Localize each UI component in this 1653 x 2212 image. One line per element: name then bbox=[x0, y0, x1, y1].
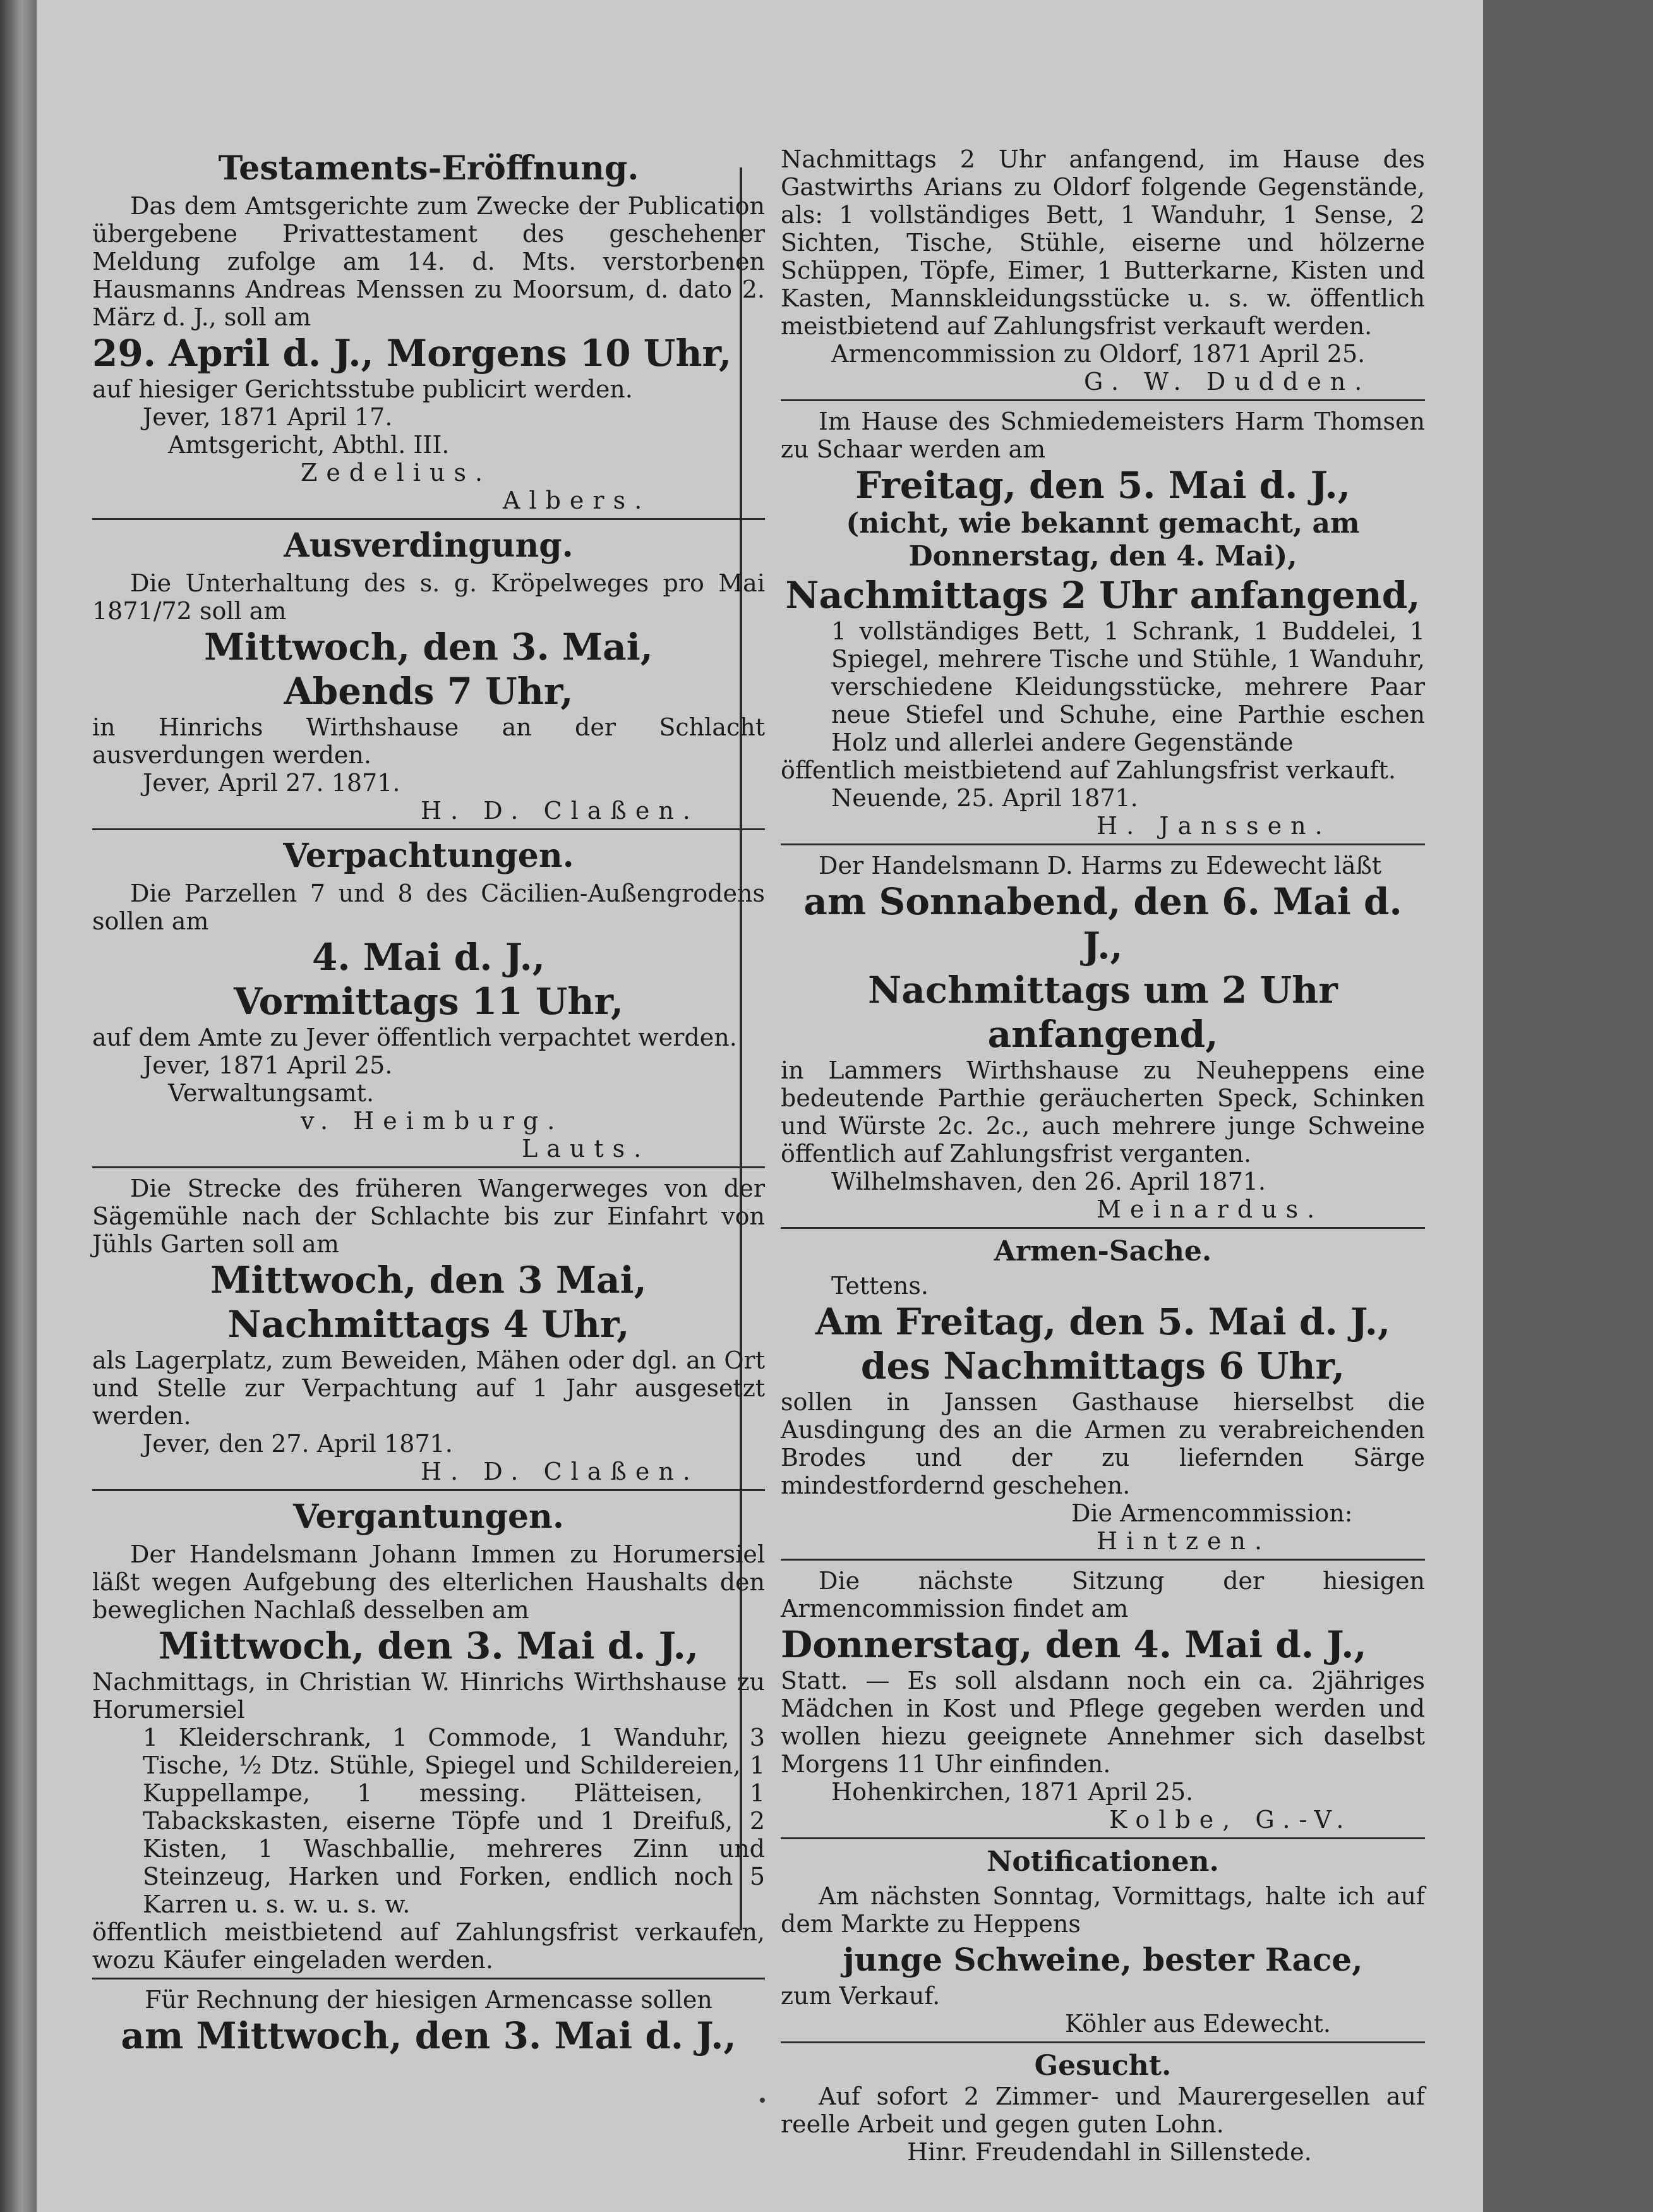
right-column bbox=[781, 145, 1425, 2168]
verpachtungen-date1: 4. Mai d. J., bbox=[311, 936, 545, 979]
vergantungen-body3: öffentlich meistbietend auf Zahlungsfrist verkaufen, wozu Käufer eingeladen werden. bbox=[92, 1918, 765, 1974]
verpachtungen-sign1: v. Heimburg. bbox=[301, 1107, 564, 1135]
testament-date: 29. April d. J., Morgens 10 Uhr, bbox=[92, 332, 732, 375]
armensache-sign: Hintzen. bbox=[1097, 1527, 1271, 1555]
testament-sign1: Zedelius. bbox=[301, 459, 492, 487]
ad-wangerweg bbox=[92, 1175, 765, 1485]
verpachtungen-body2: auf dem Amte zu Jever öffentlich verpachtet werden. bbox=[92, 1024, 737, 1051]
divider bbox=[781, 1559, 1425, 1561]
divider bbox=[781, 2041, 1425, 2043]
verpachtungen-body: Die Parzellen 7 und 8 des Cäcilien-Außengrodens sollen am bbox=[92, 879, 765, 935]
thomsen-place: Neuende, 25. April 1871. bbox=[831, 784, 1138, 812]
ad-notificationen bbox=[781, 1846, 1425, 2038]
armencasse-date: am Mittwoch, den 3. Mai d. J., bbox=[121, 2014, 736, 2057]
sitzung-place: Hohenkirchen, 1871 April 25. bbox=[831, 1778, 1194, 1806]
harms-body: Der Handelsmann D. Harms zu Edewecht läßt bbox=[819, 852, 1382, 879]
ausverdingung-date1: Mittwoch, den 3. Mai, bbox=[204, 626, 653, 668]
divider bbox=[92, 828, 765, 830]
ausverdingung-place: Jever, April 27. 1871. bbox=[143, 769, 400, 797]
divider bbox=[92, 1489, 765, 1491]
sitzung-body: Die nächste Sitzung der hiesigen Armencommission findet am bbox=[781, 1567, 1425, 1623]
ad-gesucht bbox=[781, 2050, 1425, 2166]
testament-office: Amtsgericht, Abthl. III. bbox=[168, 431, 450, 459]
vergantungen-body: Der Handelsmann Johann Immen zu Horumersiel läßt wegen Aufgebung des elterlichen Haushalts den beweglichen Nachlaß desselben am bbox=[92, 1540, 765, 1624]
ad-vergantungen bbox=[92, 1497, 765, 1974]
sitzung-date: Donnerstag, den 4. Mai d. J., bbox=[781, 1623, 1367, 1666]
thomsen-body2: öffentlich meistbietend auf Zahlungsfrist verkauft. bbox=[781, 756, 1396, 784]
divider bbox=[781, 1837, 1425, 1839]
verpachtungen-office: Verwaltungsamt. bbox=[168, 1079, 375, 1107]
ausverdingung-date2: Abends 7 Uhr, bbox=[284, 670, 574, 713]
gesucht-sign: Hinr. Freudendahl in Sillenstede. bbox=[907, 2138, 1312, 2166]
wangerweg-place: Jever, den 27. April 1871. bbox=[143, 1430, 453, 1458]
ad-harms bbox=[781, 852, 1425, 1223]
heading-testament: Testaments-Eröffnung. bbox=[218, 149, 639, 188]
harms-sign: Meinardus. bbox=[1097, 1195, 1324, 1223]
oldorf-office: Armencommission zu Oldorf, 1871 April 25. bbox=[831, 340, 1366, 368]
thomsen-body: Im Hause des Schmiedemeisters Harm Thomsen zu Schaar werden am bbox=[781, 408, 1425, 463]
newspaper-page bbox=[37, 0, 1483, 2212]
ad-oldorf bbox=[781, 145, 1425, 396]
thomsen-date3: Nachmittags 2 Uhr anfangend, bbox=[785, 574, 1421, 617]
vergantungen-body2: Nachmittags, in Christian W. Hinrichs Wirthshause zu Horumersiel bbox=[92, 1668, 765, 1724]
divider bbox=[92, 1978, 765, 1979]
thomsen-sign: H. Janssen. bbox=[1097, 812, 1331, 840]
armensache-body: sollen in Janssen Gasthause hierselbst die Ausdingung des an die Armen zu verabreichenden Brodes und der zu liefernden Särge mindestfordernd geschehen. bbox=[781, 1388, 1425, 1499]
harms-date1: am Sonnabend, den 6. Mai d. J., bbox=[803, 880, 1402, 967]
testament-body: Das dem Amtsgerichte zum Zwecke der Publication übergebene Privattestament des geschehener Meldung zufolge am 14. d. Mts. verstorbenen Hausmanns Andreas Menssen zu Moorsum, d. dato 2. März d. J., soll am bbox=[92, 192, 765, 331]
verpachtungen-place: Jever, 1871 April 25. bbox=[143, 1051, 393, 1079]
vergantungen-date: Mittwoch, den 3. Mai d. J., bbox=[158, 1624, 699, 1667]
armensache-date1: Am Freitag, den 5. Mai d. J., bbox=[815, 1300, 1391, 1343]
divider bbox=[781, 399, 1425, 401]
harms-place: Wilhelmshaven, den 26. April 1871. bbox=[831, 1168, 1266, 1195]
ink-dot bbox=[760, 2098, 765, 2103]
wangerweg-date2: Nachmittags 4 Uhr, bbox=[227, 1303, 630, 1346]
armensache-place: Tettens. bbox=[831, 1272, 929, 1300]
ad-verpachtungen bbox=[92, 837, 765, 1163]
divider bbox=[781, 1227, 1425, 1229]
gesucht-body: Auf sofort 2 Zimmer- und Maurergesellen auf reelle Arbeit und gegen guten Lohn. bbox=[781, 2082, 1425, 2138]
divider bbox=[781, 843, 1425, 845]
ad-armensache bbox=[781, 1235, 1425, 1555]
heading-armensache: Armen-Sache. bbox=[994, 1235, 1212, 1267]
heading-notificationen: Notificationen. bbox=[987, 1846, 1219, 1878]
testament-body2: auf hiesiger Gerichtsstube publicirt werden. bbox=[92, 375, 633, 403]
ausverdingung-body2: in Hinrichs Wirthshause an der Schlacht ausverdungen werden. bbox=[92, 713, 765, 769]
ad-thomsen bbox=[781, 408, 1425, 840]
divider bbox=[92, 1166, 765, 1168]
verpachtungen-sign2: Lauts. bbox=[522, 1135, 651, 1163]
vergantungen-items: 1 Kleiderschrank, 1 Commode, 1 Wanduhr, 3 Tische, ½ Dtz. Stühle, Spiegel und Schildereien, 1 Kuppellampe, 1 messing. Plätteisen, 1 Tabackskasten, eiserne Töpfe und 1 Dreifuß, 2 Kisten, 1 Waschballie, mehreres Zinn und Steinzeug, Harken und Forken, endlich noch 5 Karren u. s. w. u. s. w. bbox=[143, 1724, 765, 1918]
armensache-date2: des Nachmittags 6 Uhr, bbox=[860, 1345, 1345, 1387]
sitzung-body2: Statt. — Es soll alsdann noch ein ca. 2jähriges Mädchen in Kost und Pflege gegeben werden und wollen hiezu geeignete Annehmer sich daselbst Morgens 11 Uhr einfinden. bbox=[781, 1667, 1425, 1778]
notificationen-body2: zum Verkauf. bbox=[781, 1982, 941, 2010]
heading-vergantungen: Vergantungen. bbox=[293, 1497, 564, 1536]
adjacent-page-edge bbox=[1483, 0, 1653, 2212]
thomsen-items: 1 vollständiges Bett, 1 Schrank, 1 Buddelei, 1 Spiegel, mehrere Tische und Stühle, 1 Wanduhr, verschiedene Kleidungsstücke, mehrere Paar neue Stiefel und Schuhe, eine Parthie eschen Holz und allerlei andere Gegenstände bbox=[831, 617, 1425, 756]
heading-verpachtungen: Verpachtungen. bbox=[283, 837, 574, 875]
thomsen-date2: (nicht, wie bekannt gemacht, am Donnerstag, den 4. Mai), bbox=[846, 507, 1360, 572]
oldorf-sign: G. W. Dudden. bbox=[1084, 368, 1371, 396]
thomsen-date1: Freitag, den 5. Mai d. J., bbox=[855, 464, 1350, 507]
harms-date2: Nachmittags um 2 Uhr anfangend, bbox=[868, 969, 1338, 1056]
ad-sitzung bbox=[781, 1567, 1425, 1834]
testament-sign2: Albers. bbox=[503, 487, 651, 514]
verpachtungen-date2: Vormittags 11 Uhr, bbox=[233, 980, 624, 1023]
testament-place: Jever, 1871 April 17. bbox=[143, 403, 393, 431]
notificationen-body: Am nächsten Sonntag, Vormittags, halte ich auf dem Markte zu Heppens bbox=[781, 1882, 1425, 1938]
notificationen-big: junge Schweine, bester Race, bbox=[843, 1941, 1363, 1978]
wangerweg-date1: Mittwoch, den 3 Mai, bbox=[210, 1259, 647, 1302]
divider bbox=[92, 518, 765, 520]
armensache-office: Die Armencommission: bbox=[1071, 1499, 1353, 1527]
heading-ausverdingung: Ausverdingung. bbox=[284, 526, 574, 565]
harms-body2: in Lammers Wirthshause zu Neuheppens eine bedeutende Parthie geräucherten Speck, Schinken und Würste 2c. 2c., auch mehrere junge Schweine öffentlich auf Zahlungsfrist verganten. bbox=[781, 1056, 1425, 1168]
heading-gesucht: Gesucht. bbox=[1034, 2050, 1172, 2082]
wangerweg-body: Die Strecke des früheren Wangerweges von der Sägemühle nach der Schlachte bis zur Einfahrt von Jühls Garten soll am bbox=[92, 1175, 765, 1258]
armencasse-body: Für Rechnung der hiesigen Armencasse sollen bbox=[145, 1986, 712, 2014]
ausverdingung-body: Die Unterhaltung des s. g. Kröpelweges pro Mai 1871/72 soll am bbox=[92, 569, 765, 625]
oldorf-body: Nachmittags 2 Uhr anfangend, im Hause des Gastwirths Arians zu Oldorf folgende Gegenstände, als: 1 vollständiges Bett, 1 Wanduhr, 1 Sense, 2 Sichten, Tische, Stühle, eiserne und hölzerne Schüppen, Töpfe, Eimer, 1 Butterkarne, Kisten und Kasten, Mannskleidungsstücke u. s. w. öffentlich meistbietend auf Zahlungsfrist verkauft werden. bbox=[781, 145, 1425, 340]
ad-armencasse bbox=[92, 1986, 765, 2058]
left-column bbox=[92, 145, 765, 2060]
sitzung-sign: Kolbe, G.-V. bbox=[1109, 1806, 1353, 1834]
ad-ausverdingung bbox=[92, 526, 765, 825]
ad-testament bbox=[92, 149, 765, 514]
wangerweg-sign: H. D. Claßen. bbox=[421, 1458, 699, 1485]
book-spine bbox=[0, 0, 37, 2212]
ausverdingung-sign: H. D. Claßen. bbox=[421, 797, 699, 825]
wangerweg-body2: als Lagerplatz, zum Beweiden, Mähen oder dgl. an Ort und Stelle zur Verpachtung auf 1 Jahr ausgesetzt werden. bbox=[92, 1346, 765, 1430]
notificationen-sign: Köhler aus Edewecht. bbox=[1065, 2010, 1331, 2038]
